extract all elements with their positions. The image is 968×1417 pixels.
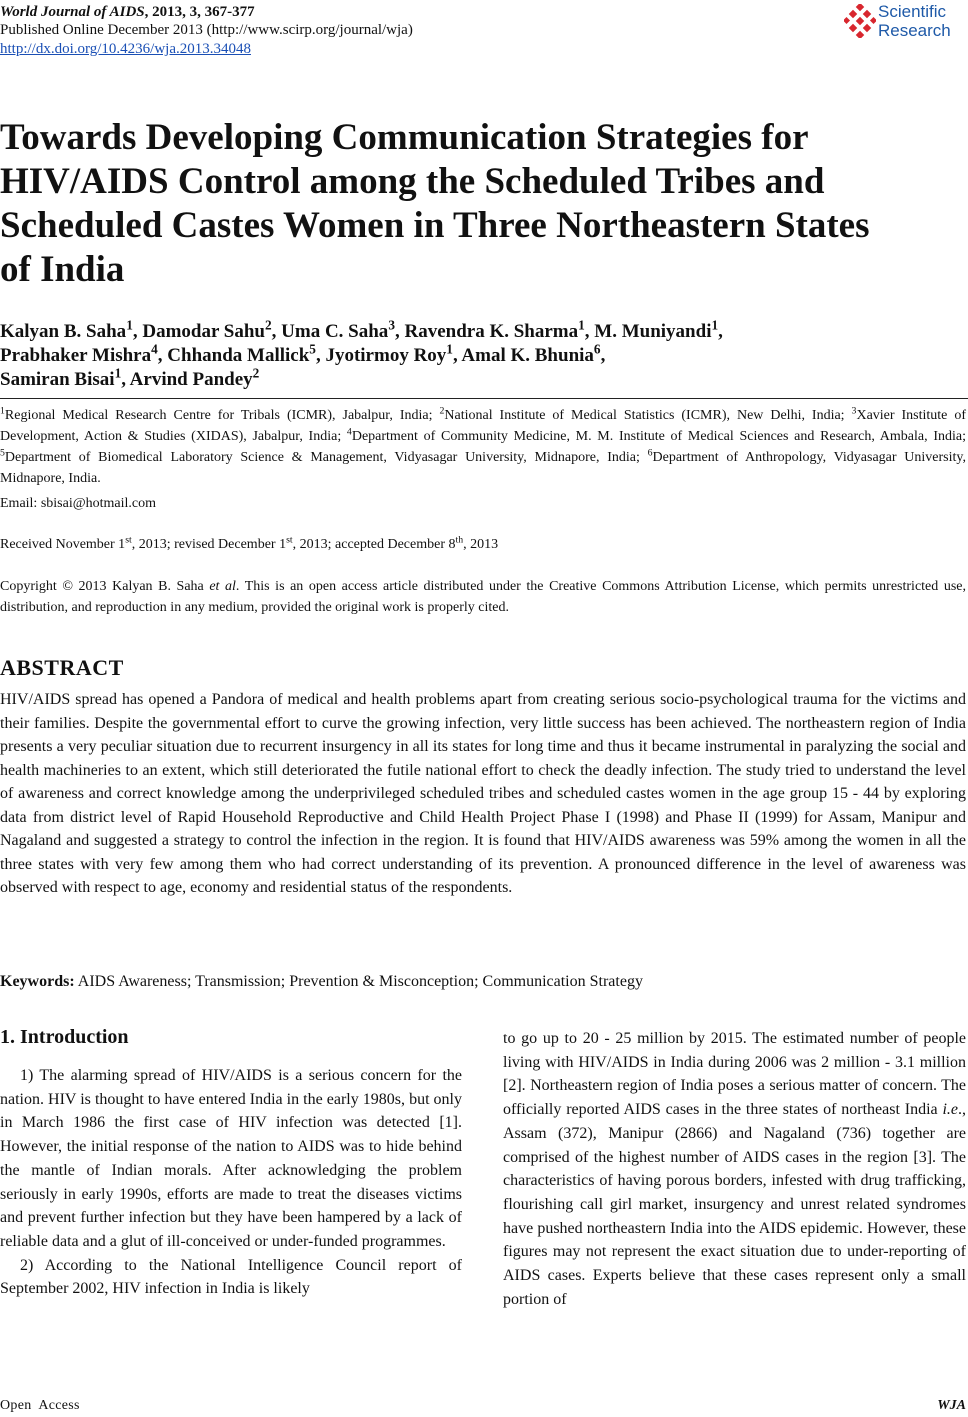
keywords-label: Keywords: [0,973,75,990]
paper-title: Towards Developing Communication Strategies for HIV/AIDS Control among the Scheduled Tribes and Scheduled Castes Women in Three Northeastern States of India [0,117,870,290]
intro-paragraph-1: 1) The alarming spread of HIV/AIDS is a serious concern for the nation. HIV is thought to have entered India in the early 1980s, but only in March 1986 the first case of HIV infection was detected [1]. However, the initial response of the nation to AIDS was to hide behind the mantle of Indian morals. After acknowledging the problem seriously in early 1990s, efforts are made to treat the diseases victims and prevent further infection but they have been hampered by a lack of reliable data and a glut of ill-conceived or under-funded programmes. [0,1067,462,1250]
doi-link[interactable]: http://dx.doi.org/10.4236/wja.2013.34048 [0,41,251,57]
footer-open-access: Open Access [0,1398,80,1413]
author-name: Chhanda Mallick [167,345,310,366]
author-name: Samiran Bisai [0,369,115,390]
author-affiliation-marker: 2 [252,365,260,381]
affiliation-text: Xavier Institute of Development, Action & Studies (XIDAS), Jabalpur, India; [0,408,967,444]
author-name: Uma C. Saha [281,321,389,342]
journal-citation [0,3,255,21]
journal-name: World Journal of AIDS [0,4,145,20]
abstract-body: HIV/AIDS spread has opened a Pandora of medical and health problems apart from creating serious socio-psychological trauma for the victims and their families. Despite the governmental effort to curve the growing infection, very little success has been achieved. The northeastern region of India presents a very peculiar situation due to recurrent insurgency in all its states for long time and thus it became instrumental in paralyzing the social and health machineries to an extent, which still deteriorated the futile national effort to check the deadly infection. The study tried to understand the level of awareness and correct knowledge among the underprivileged scheduled tribes and scheduled castes women in the age group 15 - 44 by exploring data from district level of Rapid Household Reproductive and Child Health Project Phase I (1998) and Phase II (1999) for Assam, Manipur and Nagaland and suggested a strategy to control the infection in the region. It is found that HIV/AIDS awareness was 59% among the women in all the three states with very few among them who had correct understanding of its prevention. A pronounced difference in the level of awareness was observed with respect to age, economy and residential status of the respondents. [0,691,966,896]
author-affiliation-marker: 2 [265,317,272,333]
author-affiliation-marker: 5 [309,341,316,357]
affiliation-text: Department of Community Medicine, M. M. Institute of Medical Sciences and Research, Ambala, India; [351,429,966,444]
author-name: Damodar Sahu [142,321,265,342]
right-column [503,1027,966,1311]
author-affiliation-marker: 4 [151,341,158,357]
affiliation-text: National Institute of Medical Statistics (ICMR), New Delhi, India; [444,408,852,423]
author-affiliation-marker: 1 [114,365,122,381]
affiliation-marker: 4 [346,426,352,438]
author-name: Kalyan B. Saha [0,321,127,342]
intro-paragraph-2: 2) According to the National Intelligence Council report of September 2002, HIV infection in India is likely [0,1256,462,1298]
footer-journal-abbrev: WJA [937,1398,966,1413]
author-affiliation-marker: 1 [711,317,719,333]
logo-line-2: Research [878,21,951,40]
author-name: Prabhaker Mishra [0,345,152,366]
contact-email: Email: sbisai@hotmail.com [0,496,156,511]
author-affiliation-marker: 1 [578,317,585,333]
affiliation-marker: 6 [647,447,653,459]
author-affiliation-marker: 1 [446,341,453,357]
journal-volume: , 2013, 3, 367-377 [144,4,255,20]
et-al: et al [209,579,236,594]
affiliations [0,405,966,489]
affiliation-marker: 5 [0,447,5,459]
scientific-research-logo [844,2,964,44]
keywords-text: AIDS Awareness; Transmission; Prevention & Misconception; Communication Strategy [74,973,643,990]
author-affiliation-marker: 3 [388,317,395,333]
affiliation-marker: 2 [439,405,445,417]
affiliation-marker: 1 [0,405,5,417]
affiliation-text: Regional Medical Research Centre for Tribals (ICMR), Jabalpur, India; [4,408,440,423]
section-heading-introduction: 1. Introduction [0,1026,129,1048]
left-column [0,1064,462,1301]
logo-diamond-icon [844,4,876,38]
author-list: Kalyan B. Saha$^1$, Damodar Sahu$^2$, Uma C. Saha$^3$, Ravendra K. Sharma$^1$, M. Muniyandi$^1$, Prabhaker Mishra$^4$, Chhanda Mallick$^5$, Jyotirmoy Roy$^1$, Amal K. Bhunia$^6$, Samiran Bisai$^1$, Arvind Pandey$^2$ [0,317,723,390]
author-name: Amal K. Bhunia [461,345,594,366]
divider [0,398,968,399]
logo-text [878,2,951,40]
publication-info: Published Online December 2013 (http://www.scirp.org/journal/wja) [0,22,413,38]
author-affiliation-marker: 6 [593,341,601,357]
author-affiliation-marker: 1 [126,317,133,333]
copyright-notice: Copyright © 2013 Kalyan B. Saha et al. This is an open access article distributed under the Creative Commons Attribution License, which permits unrestricted use, distribution, and reproduction in any medium, provided the original work is properly cited. [0,579,966,615]
author-name: Ravendra K. Sharma [404,321,579,342]
affiliation-text: Department of Biomedical Laboratory Science & Management, Vidyasagar University, Midnapore, India; [4,450,648,465]
affiliation-text: Department of Anthropology, Vidyasagar University, Midnapore, India. [0,450,966,486]
abstract-heading: ABSTRACT [0,655,124,680]
intro-paragraph-2-continued: to go up to 20 - 25 million by 2015. The estimated number of people living with HIV/AIDS in India during 2006 was 2 million - 3.1 million [2]. Northeastern region of India poses a serious matter of concern. The officially reported AIDS cases in the three states of northeast India i.e., Assam (372), Manipur (2866) and Nagaland (736) together are comprised of the highest number of AIDS cases in the region [3]. The characteristics of having porous borders, infested with drug trafficking, flourishing call girl market, insurgency and unrest related syndromes have pushed northeastern India into the AIDS epidemic. However, these figures may not represent the exact situation due to under-reporting of AIDS cases. Experts believe that these cases represent only a small portion of [503,1030,966,1308]
author-name: Jyotirmoy Roy [325,345,447,366]
keywords [0,971,966,993]
affiliation-marker: 3 [851,405,857,417]
author-name: M. Muniyandi [594,321,712,342]
logo-line-1: Scientific [878,2,947,21]
received-dates: Received November 1st, 2013; revised December 1st, 2013; accepted December 8th, 2013 [0,534,499,552]
author-name: Arvind Pandey [129,369,253,390]
